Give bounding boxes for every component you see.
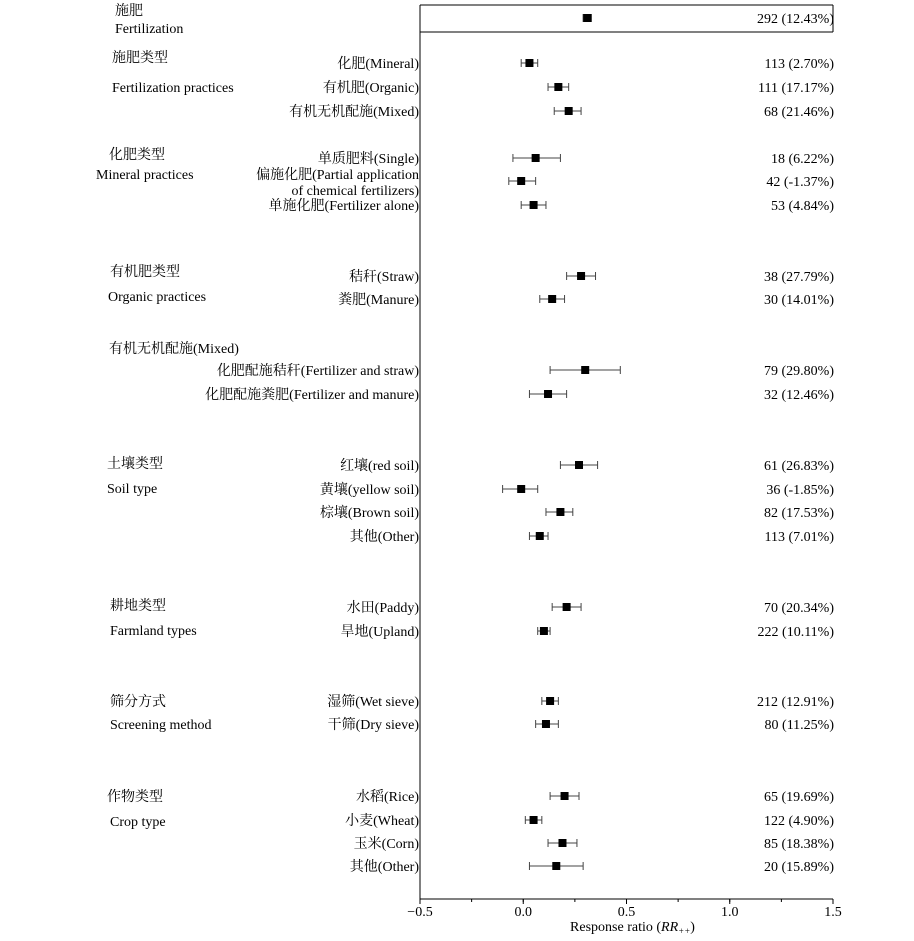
x-tick-label: 1.0 — [721, 905, 739, 920]
group-label-cn: 筛分方式 — [110, 695, 166, 710]
row-label-line2: of chemical fertilizers) — [291, 184, 419, 199]
x-tick-label: −0.5 — [407, 905, 433, 920]
group-label-en: Organic practices — [108, 290, 207, 305]
row-annotation: 82 (17.53%) — [764, 506, 834, 521]
row-label: 化肥配施粪肥(Fertilizer and manure) — [205, 388, 419, 403]
row-label: 棕壤(Brown soil) — [319, 506, 419, 521]
row-annotation: 113 (7.01%) — [764, 530, 834, 545]
x-axis-title: Response ratio $(RR_{++})$ — [570, 920, 695, 936]
group-label-cn: 施肥 — [115, 4, 143, 19]
effect-marker — [554, 83, 562, 91]
row-annotation: 20 (15.89%) — [764, 860, 834, 875]
group-label-cn: 土壤类型 — [107, 457, 163, 472]
row-annotation: 18 (6.22%) — [771, 152, 834, 167]
row-label: 有机肥(Organic) — [322, 81, 419, 96]
effect-marker — [548, 295, 556, 303]
effect-marker — [544, 390, 552, 398]
annotations — [757, 12, 834, 875]
group-label-en: Crop type — [110, 815, 166, 830]
group-label-en: Mineral practices — [96, 168, 194, 183]
effect-marker — [556, 508, 564, 516]
effect-marker — [565, 107, 573, 115]
row-annotation: 85 (18.38%) — [764, 837, 834, 852]
row-label: 湿筛(Wet sieve) — [327, 695, 419, 710]
group-label-en: Soil type — [107, 482, 158, 497]
row-annotation: 65 (19.69%) — [764, 790, 834, 805]
row-annotation: 80 (11.25%) — [764, 718, 834, 733]
row-label-line1: 偏施化肥(Partial application — [256, 168, 419, 183]
row-label: 化肥(Mineral) — [337, 57, 419, 72]
row-annotation: 292 (12.43%) — [757, 12, 834, 27]
row-label: 有机无机配施(Mixed) — [289, 105, 419, 120]
effect-marker — [546, 697, 554, 705]
row-label: 水田(Paddy) — [346, 601, 419, 616]
group-label-cn: 耕地类型 — [110, 599, 166, 614]
effect-marker — [525, 59, 533, 67]
row-annotation: 212 (12.91%) — [757, 695, 834, 710]
effect-marker — [581, 366, 589, 374]
effect-marker — [530, 816, 538, 824]
group-label-cn: 施肥类型 — [112, 51, 168, 66]
group-label-cn: 有机肥类型 — [110, 265, 180, 280]
row-label: 红壤(red soil) — [340, 459, 419, 474]
row-label: 干筛(Dry sieve) — [327, 718, 419, 733]
row-annotation: 61 (26.83%) — [764, 459, 834, 474]
group-label-en: Screening method — [110, 718, 212, 733]
row-annotation: 36 (-1.85%) — [766, 483, 834, 498]
row-labels — [96, 3, 419, 875]
group-label-cn: 有机无机配施(Mixed) — [109, 342, 239, 357]
row-annotation: 122 (4.90%) — [764, 814, 834, 829]
x-axis — [407, 899, 841, 936]
row-label: 玉米(Corn) — [353, 837, 419, 852]
row-annotation: 30 (14.01%) — [764, 293, 834, 308]
effect-marker — [563, 603, 571, 611]
effect-marker — [542, 720, 550, 728]
row-label: 小麦(Wheat) — [345, 814, 419, 829]
effect-marker — [536, 532, 544, 540]
effect-marker — [540, 627, 548, 635]
row-label: 水稻(Rice) — [356, 790, 419, 805]
group-label-en: Farmland types — [110, 624, 197, 639]
effect-marker — [577, 272, 585, 280]
group-label-en: Fertilization — [115, 22, 184, 37]
row-annotation: 68 (21.46%) — [764, 105, 834, 120]
effect-marker — [517, 485, 525, 493]
x-tick-label: 0.5 — [617, 905, 636, 920]
row-label: 其他(Other) — [349, 530, 419, 545]
row-label: 单施化肥(Fertilizer alone) — [268, 199, 419, 214]
effect-marker — [558, 839, 566, 847]
row-annotation: 111 (17.17%) — [758, 81, 834, 96]
group-label-en: Fertilization practices — [112, 81, 234, 96]
row-label: 化肥配施秸秆(Fertilizer and straw) — [216, 364, 419, 379]
row-annotation: 113 (2.70%) — [764, 57, 834, 72]
x-tick-label: 1.5 — [824, 905, 842, 920]
effect-marker — [532, 154, 540, 162]
row-label: 黄壤(yellow soil) — [319, 483, 419, 498]
x-tick-label: 0.0 — [514, 905, 532, 920]
row-label: 单质肥料(Single) — [317, 152, 419, 167]
row-label: 秸秆(Straw) — [349, 270, 419, 285]
plot-frame — [420, 5, 833, 899]
row-annotation: 42 (-1.37%) — [766, 175, 834, 190]
row-annotation: 70 (20.34%) — [764, 601, 834, 616]
row-annotation: 32 (12.46%) — [764, 388, 834, 403]
effect-marker — [561, 792, 569, 800]
plot-marks — [503, 14, 621, 870]
row-label: 旱地(Upland) — [340, 625, 419, 640]
row-annotation: 53 (4.84%) — [771, 199, 834, 214]
group-label-cn: 化肥类型 — [109, 148, 165, 163]
row-annotation: 79 (29.80%) — [764, 364, 834, 379]
group-label-cn: 作物类型 — [107, 790, 163, 805]
effect-marker — [575, 461, 583, 469]
effect-marker — [517, 177, 525, 185]
effect-marker — [530, 201, 538, 209]
effect-marker — [552, 862, 560, 870]
effect-marker — [583, 14, 591, 22]
row-label: 其他(Other) — [349, 860, 419, 875]
row-annotation: 222 (10.11%) — [757, 625, 834, 640]
row-annotation: 38 (27.79%) — [764, 270, 834, 285]
row-label: 粪肥(Manure) — [338, 293, 419, 308]
